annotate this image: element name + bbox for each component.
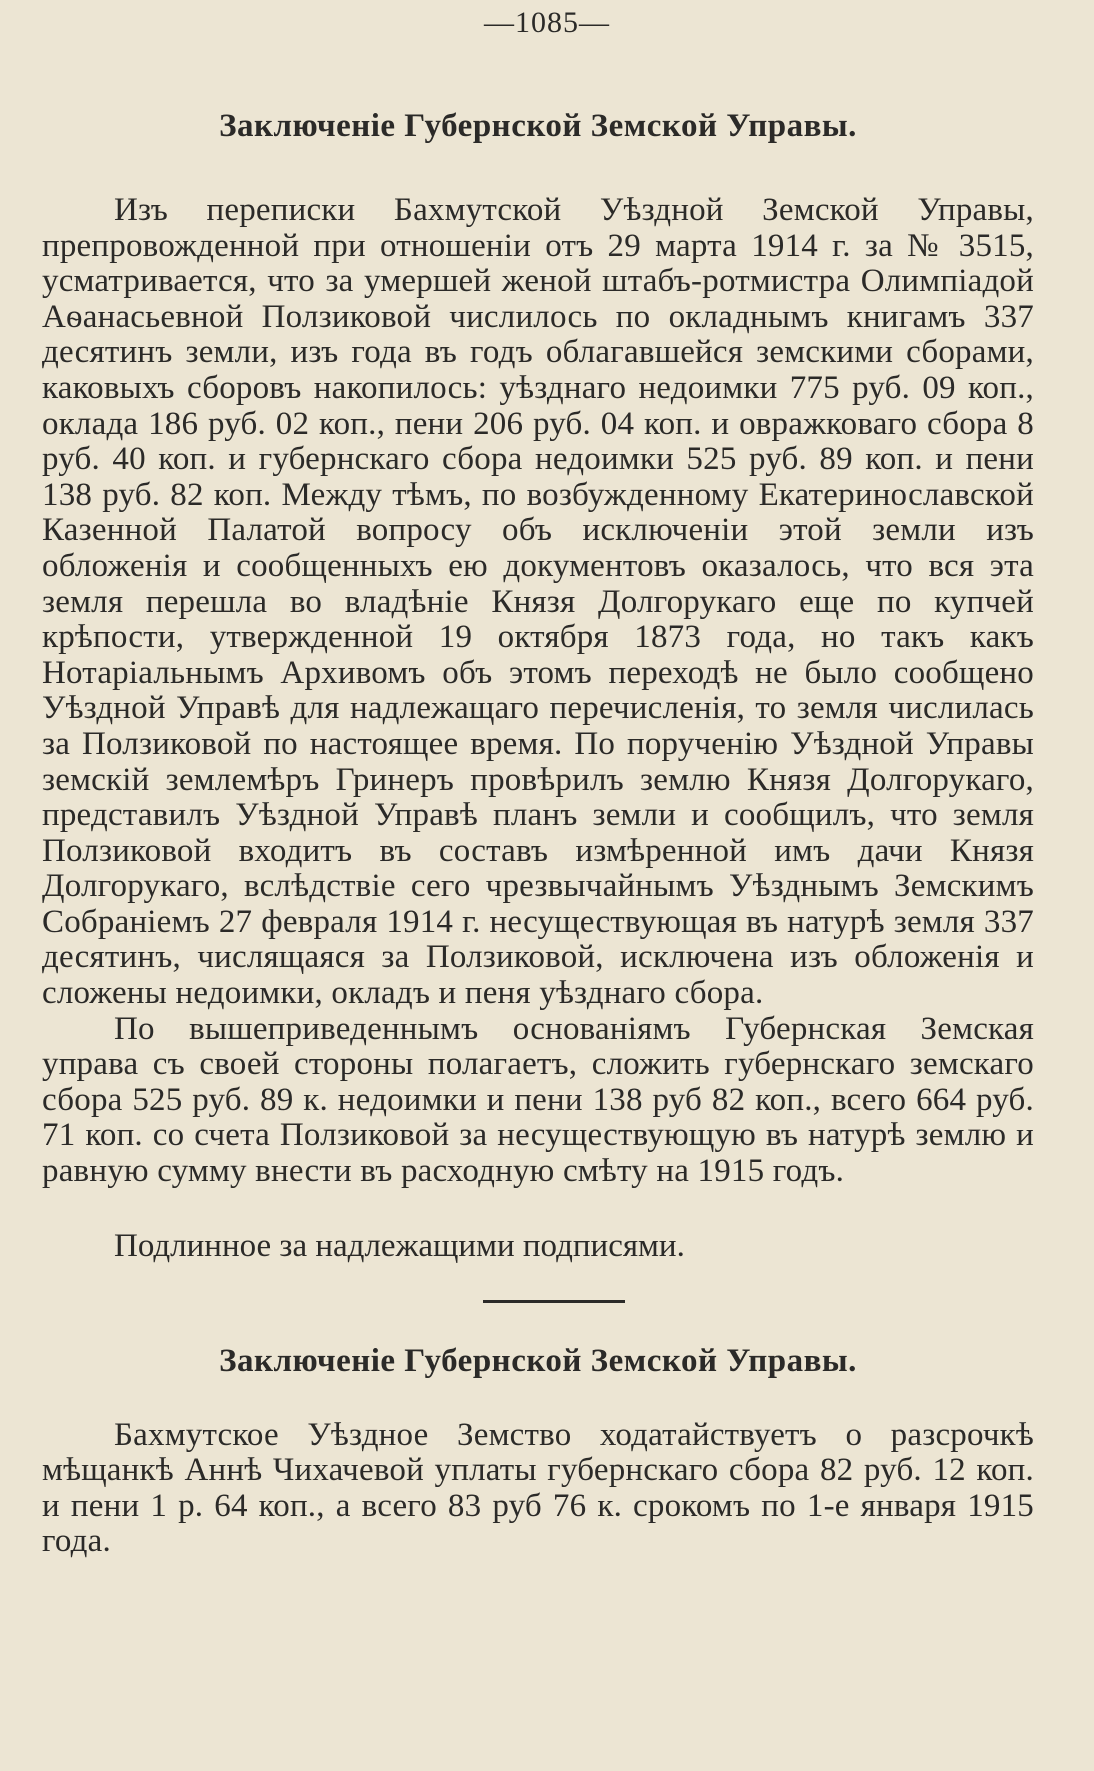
section-1-paragraph-1: Изъ переписки Бахмутской Уѣздной Земской Управы, препровожденной при отношенiи отъ 29 марта 1914 г. за № 3515, усматривается, что за умершей женой штабъ-ротмистра Олимпiадой Аѳанасьевной Ползиковой числилось по окладнымъ книгамъ 337 десятинъ земли, изъ года въ годъ облагавшейся земскими сборами, каковыхъ сборовъ накопилось: уѣзднаго недоимки 775 руб. 09 коп., оклада 186 руб. 02 коп., пени 206 руб. 04 коп. и овражковаго сбора 8 руб. 40 коп. и губернскаго сбора недоимки 525 руб. 89 коп. и пени 138 руб. 82 коп. Между тѣмъ, по возбужденному Екатеринославской Казенной Палатой вопросу объ исключенiи этой земли изъ обложенiя и сообщенныхъ ею документовъ оказалось, что вся эта земля перешла во владѣнiе Князя Долгорукаго еще по купчей крѣпости, утвержденной 19 октября 1873 года, но такъ какъ Нотарiальнымъ Архивомъ объ этомъ переходѣ не было сообщено Уѣздной Управѣ для надлежащаго перечисленiя, то земля числилась за Ползиковой по настоящее время. По порученiю Уѣздной Управы земскiй землемѣръ Гринеръ провѣрилъ землю Князя Долгорукаго, представилъ Уѣздной Управѣ планъ земли и сообщилъ, что земля Ползиковой входитъ въ составъ измѣренной имъ дачи Князя Долгорукаго, вслѣдствiе сего чрезвычайнымъ Уѣзднымъ Земскимъ Собранiемъ 27 февраля 1914 г. несуществующая въ натурѣ земля 337 десятинъ, числящаяся за Ползиковой, исключена изъ обложенiя и сложены недоимки, окладъ и пеня уѣзднаго сбора. [42, 192, 1034, 1012]
section-2 [42, 1343, 1034, 1560]
section-2-title: Заключенiе Губернской Земской Управы. [219, 1342, 857, 1379]
section-divider [483, 1300, 625, 1303]
section-1-title: Заключенiе Губернской Земской Управы. [219, 108, 857, 144]
page-number: —1085— [484, 6, 610, 39]
section-1 [42, 108, 1034, 1264]
section-2-paragraph-1: Бахмутское Уѣздное Земство ходатайствуетъ о разсрочкѣ мѣщанкѣ Аннѣ Чихачевой уплаты губернскаго сбора 82 руб. 12 коп. и пени 1 р. 64 коп., а всего 83 руб 76 к. срокомъ по 1-е января 1915 года. [42, 1416, 1034, 1560]
section-1-signature: Подлинное за надлежащими подписями. [114, 1227, 685, 1264]
section-1-paragraph-2: По вышеприведеннымъ основанiямъ Губернская Земская управа съ своей стороны полагаетъ, сложить губернскаго земскаго сбора 525 руб. 89 к. недоимки и пени 138 руб 82 коп., всего 664 руб. 71 коп. со счета Ползиковой за несуществующую въ натурѣ землю и равную сумму внести въ расходную смѣту на 1915 годъ. [42, 1010, 1034, 1190]
